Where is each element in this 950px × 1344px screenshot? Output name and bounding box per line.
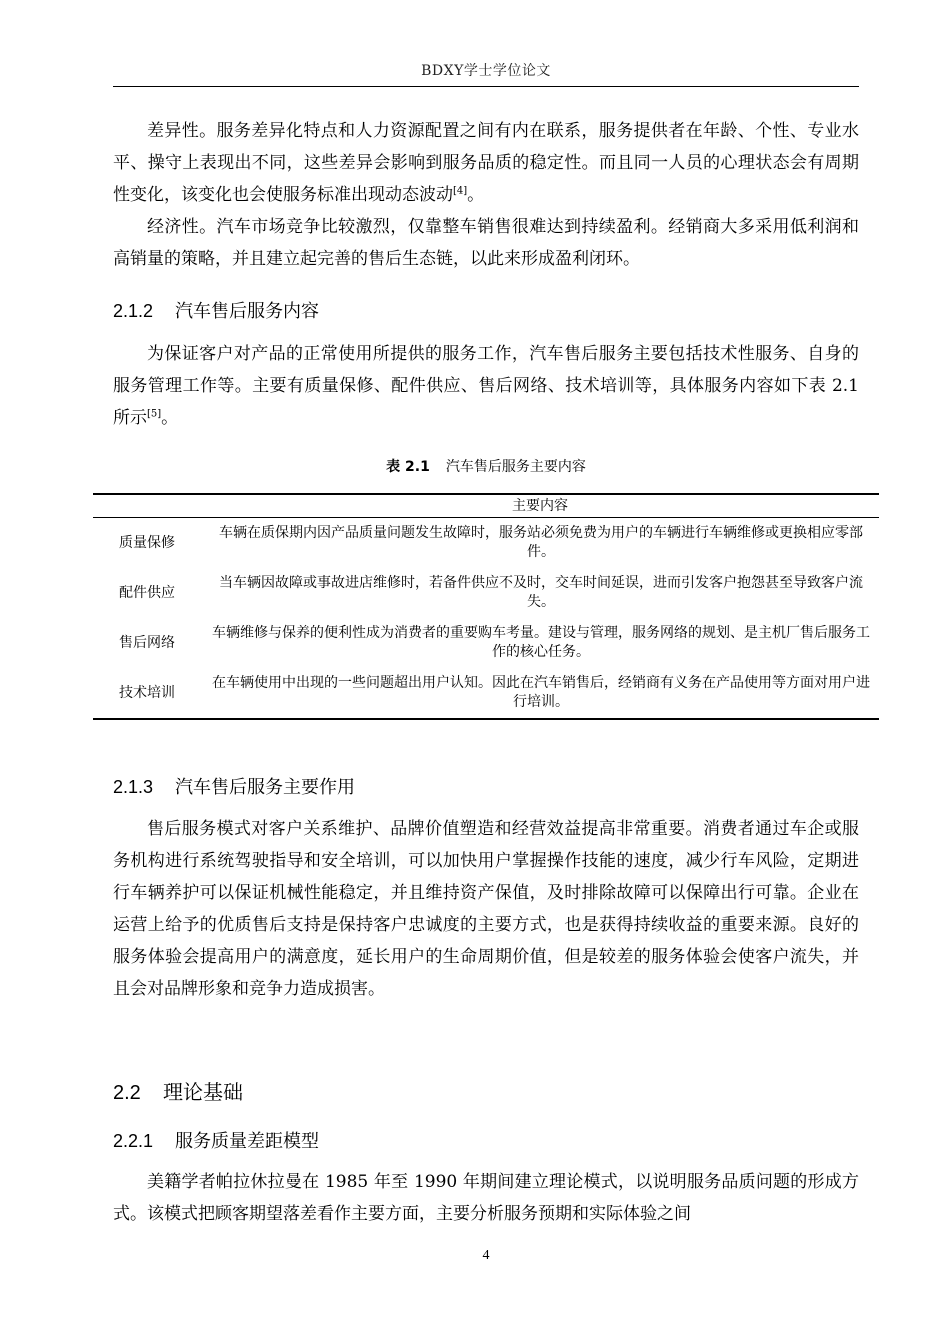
section-number: 2.2.1 [113, 1131, 154, 1151]
paragraph-service-content [113, 338, 859, 434]
header-rule [113, 86, 859, 87]
section-heading-2-2 [113, 1076, 243, 1105]
table-cell-desc: 当车辆因故障或事故进店维修时，若备件供应不及时，交车时间延误，进而引发客户抱怨甚至导致客户流失。 [219, 575, 863, 610]
page-number: 4 [482, 1248, 490, 1263]
section-number: 2.2 [113, 1082, 141, 1104]
section-number: 2.1.3 [113, 777, 154, 797]
paragraph-service-role: 售后服务模式对客户关系维护、品牌价值塑造和经营效益提高非常重要。消费者通过车企或服务机构进行系统驾驶指导和安全培训，可以加快用户掌握操作技能的速度，减少行车风险，定期进行车辆养护可以保证机械性能稳定，并且维持资产保值，及时排除故障可以保障出行可靠。企业在运营上给予的优质售后支持是保持客户忠诚度的主要方式，也是获得持续收益的重要来源。良好的服务体验会提高用户的满意度，延长用户的生命周期价值，但是较差的服务体验会使客户流失，并且会对品牌形象和竞争力造成损害。 [113, 819, 859, 999]
table-caption-label: 表 2.1 [386, 459, 430, 475]
table-caption [93, 456, 879, 476]
table-cell-desc: 在车辆使用中出现的一些问题超出用户认知。因此在汽车销售后，经销商有义务在产品使用等方面对用户进行培训。 [201, 668, 879, 719]
table-header-blank [93, 494, 201, 518]
section-heading-2-2-1 [113, 1127, 319, 1153]
section-heading-2-1-3 [113, 773, 355, 799]
paragraph-text: 差异性。服务差异化特点和人力资源配置之间有内在联系，服务提供者在年龄、个性、专业水平、操守上表现出不同，这些差异会影响到服务品质的稳定性。而且同一人员的心理状态会有周期性变化，该变化也会使服务标准出现动态波动 [113, 121, 859, 205]
citation-ref[interactable]: [5] [147, 408, 162, 420]
table-cell-item: 质量保修 [119, 534, 175, 551]
table-header-row [93, 494, 879, 518]
paragraph-difference [113, 115, 859, 211]
section-title: 服务质量差距模型 [175, 1131, 319, 1152]
section-heading-2-1-2 [113, 297, 319, 323]
section-title: 汽车售后服务内容 [175, 301, 319, 322]
table-cell-item: 售后网络 [119, 634, 175, 651]
table-row [93, 568, 879, 618]
table-row [93, 618, 879, 668]
paragraph-economy: 经济性。汽车市场竞争比较激烈，仅靠整车销售很难达到持续盈利。经销商大多采用低利润和高销量的策略，并且建立起完善的售后生态链，以此来形成盈利闭环。 [113, 217, 859, 269]
section-title: 汽车售后服务主要作用 [175, 777, 355, 798]
citation-ref[interactable]: [4] [453, 185, 468, 197]
paragraph-gap-model: 美籍学者帕拉休拉曼在 1985 年至 1990 年期间建立理论模式，以说明服务品质问题的形成方式。该模式把顾客期望落差看作主要方面，主要分析服务预期和实际体验之间 [113, 1172, 859, 1224]
table-row [93, 668, 879, 719]
table-caption-text: 汽车售后服务主要内容 [445, 459, 586, 475]
table-cell-item: 配件供应 [119, 584, 175, 601]
section-number: 2.1.2 [113, 301, 154, 321]
paragraph-end: 。 [161, 408, 179, 428]
table-cell-item: 技术培训 [93, 668, 201, 719]
running-header: BDXY学士学位论文 [421, 63, 551, 79]
table-cell-desc: 车辆维修与保养的便利性成为消费者的重要购车考量。建设与管理，服务网络的规划、是主机厂售后服务工作的核心任务。 [212, 625, 870, 660]
paragraph-text: 为保证客户对产品的正常使用所提供的服务工作，汽车售后服务主要包括技术性服务、自身的服务管理工作等。主要有质量保修、配件供应、售后网络、技术培训等，具体服务内容如下表 2.1 所示 [113, 344, 859, 428]
section-title: 理论基础 [163, 1080, 243, 1104]
table-header-content: 主要内容 [201, 494, 879, 518]
service-content-table [93, 493, 879, 720]
paragraph-end: 。 [467, 185, 485, 205]
table-cell-desc: 车辆在质保期内因产品质量问题发生故障时，服务站必须免费为用户的车辆进行车辆维修或更换相应零部件。 [219, 525, 863, 560]
table-row [93, 518, 879, 569]
